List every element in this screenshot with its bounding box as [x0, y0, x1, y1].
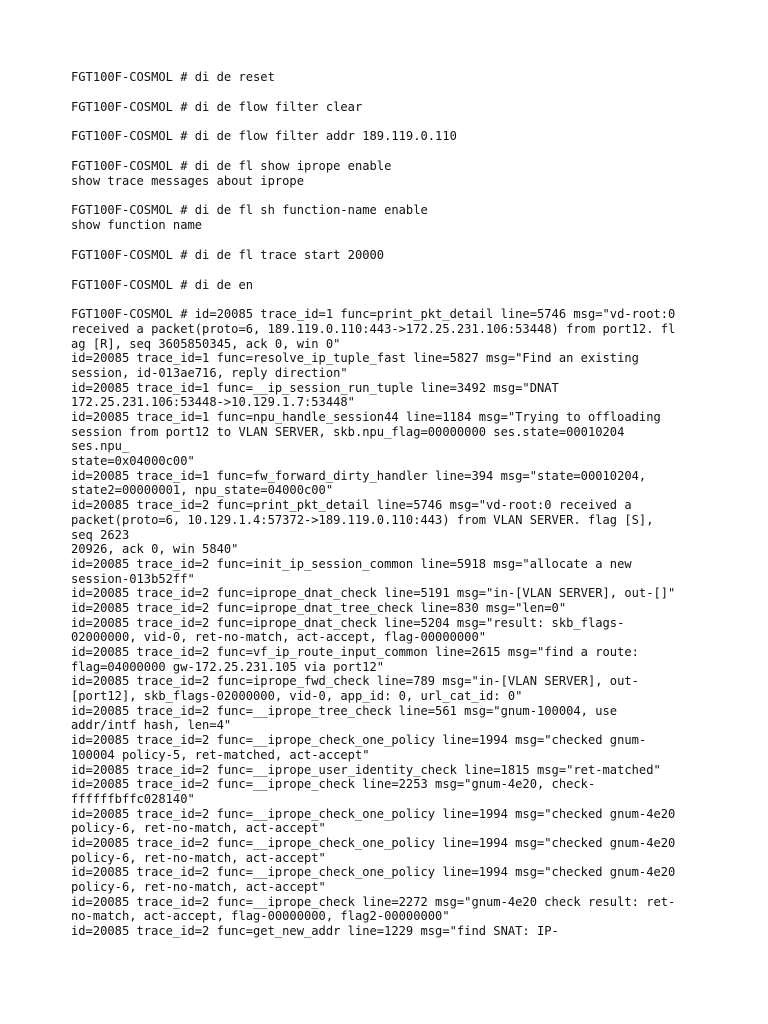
log-line: id=20085 trace_id=2 func=__iprope_check line=2272 msg="gnum-4e20 check result: ret-: [71, 894, 676, 909]
log-line: ses.npu_: [71, 439, 130, 454]
log-line: flag=04000000 gw-172.25.231.105 via port12": [71, 659, 385, 674]
log-line: show function name: [71, 218, 203, 233]
command-block: [71, 203, 711, 232]
log-line: policy-6, ret-no-match, act-accept": [71, 880, 326, 894]
command-block: [71, 159, 711, 188]
log-line: policy-6, ret-no-match, act-accept": [71, 821, 326, 836]
log-line: id=20085 trace_id=2 func=init_ip_session_common line=5918 msg="allocate a new: [71, 556, 632, 571]
log-line: id=20085 trace_id=1 func=__ip_session_run_tuple line=3492 msg="DNAT: [71, 380, 559, 395]
log-line: id=20085 trace_id=2 func=__iprope_check_one_policy line=1994 msg="checked gnum-4e20: [71, 806, 676, 821]
log-line: no-match, act-accept, flag-00000000, flag2-00000000": [71, 909, 450, 924]
trace-output-block: [71, 307, 711, 939]
log-line: session, id-013ae716, reply direction": [71, 365, 348, 380]
log-line: state=0x04000c00": [71, 454, 195, 469]
log-line: id=20085 trace_id=2 func=__iprope_check_one_policy line=1994 msg="checked gnum-4e20: [71, 835, 676, 850]
log-line: id=20085 trace_id=2 func=__iprope_check_one_policy line=1994 msg="checked gnum-: [71, 733, 647, 748]
log-line: id=20085 trace_id=2 func=__iprope_check line=2253 msg="gnum-4e20, check-: [71, 777, 596, 792]
log-line: id=20085 trace_id=1 func=resolve_ip_tuple_fast line=5827 msg="Find an existing: [71, 351, 639, 366]
command-block: [71, 278, 711, 293]
command-block: [71, 100, 711, 115]
log-line: 02000000, vid-0, ret-no-match, act-accept, flag-00000000": [71, 630, 487, 645]
log-line: addr/intf hash, len=4": [71, 718, 232, 733]
log-line: FGT100F-COSMOL # di de en: [71, 277, 254, 292]
log-line: id=20085 trace_id=2 func=__iprope_user_identity_check line=1815 msg="ret-matched": [71, 762, 661, 777]
log-line: 100004 policy-5, ret-matched, act-accept": [71, 747, 370, 762]
log-line: id=20085 trace_id=2 func=__iprope_tree_check line=561 msg="gnum-100004, use: [71, 703, 618, 718]
log-line: ag [R], seq 3605850345, ack 0, win 0": [71, 336, 341, 351]
command-block: [71, 70, 711, 85]
log-line: [port12], skb_flags-02000000, vid-0, app_id: 0, url_cat_id: 0": [71, 689, 523, 704]
log-line: id=20085 trace_id=1 func=npu_handle_session44 line=1184 msg="Trying to offloading: [71, 410, 661, 424]
log-line: id=20085 trace_id=2 func=vf_ip_route_input_common line=2615 msg="find a route:: [71, 645, 639, 659]
log-line: FGT100F-COSMOL # di de fl trace start 20000: [71, 247, 385, 262]
log-line: FGT100F-COSMOL # id=20085 trace_id=1 func=print_pkt_detail line=5746 msg="vd-root:0: [71, 307, 676, 322]
log-line: ffffffbffc028140": [71, 791, 195, 806]
log-line: packet(proto=6, 10.129.1.4:57372->189.119.0.110:443) from VLAN SERVER. flag [S],: [71, 512, 654, 527]
log-line: FGT100F-COSMOL # di de fl sh function-name enable: [71, 203, 428, 218]
log-line: received a packet(proto=6, 189.119.0.110:443->172.25.231.106:53448) from port12. fl: [71, 321, 676, 336]
log-line: id=20085 trace_id=2 func=print_pkt_detail line=5746 msg="vd-root:0 received a: [71, 498, 632, 513]
console-log: [71, 70, 711, 954]
log-line: id=20085 trace_id=1 func=fw_forward_dirty_handler line=394 msg="state=00010204,: [71, 468, 647, 483]
log-line: FGT100F-COSMOL # di de fl show iprope enable: [71, 159, 392, 174]
log-line: id=20085 trace_id=2 func=iprope_fwd_check line=789 msg="in-[VLAN SERVER], out-: [71, 674, 639, 689]
log-line: id=20085 trace_id=2 func=__iprope_check_one_policy line=1994 msg="checked gnum-4e20: [71, 865, 676, 880]
log-line: FGT100F-COSMOL # di de reset: [71, 70, 275, 84]
log-line: id=20085 trace_id=2 func=iprope_dnat_check line=5204 msg="result: skb_flags-: [71, 615, 625, 630]
log-line: session from port12 to VLAN SERVER, skb.npu_flag=00000000 ses.state=00010204: [71, 424, 625, 439]
command-block: [71, 129, 711, 144]
log-line: 172.25.231.106:53448->10.129.1.7:53448": [71, 395, 355, 410]
log-line: 20926, ack 0, win 5840": [71, 542, 239, 557]
log-line: FGT100F-COSMOL # di de flow filter clear: [71, 99, 363, 114]
log-line: id=20085 trace_id=2 func=iprope_dnat_check line=5191 msg="in-[VLAN SERVER], out-[]": [71, 586, 676, 601]
log-line: id=20085 trace_id=2 func=iprope_dnat_tree_check line=830 msg="len=0": [71, 600, 567, 615]
command-block: [71, 248, 711, 263]
log-line: id=20085 trace_id=2 func=get_new_addr line=1229 msg="find SNAT: IP-: [71, 924, 559, 939]
log-line: show trace messages about iprope: [71, 173, 304, 188]
log-line: FGT100F-COSMOL # di de flow filter addr 189.119.0.110: [71, 129, 457, 144]
log-line: seq 2623: [71, 527, 130, 542]
log-line: policy-6, ret-no-match, act-accept": [71, 850, 326, 865]
log-line: session-013b52ff": [71, 571, 195, 586]
log-line: state2=00000001, npu_state=04000c00": [71, 483, 334, 498]
